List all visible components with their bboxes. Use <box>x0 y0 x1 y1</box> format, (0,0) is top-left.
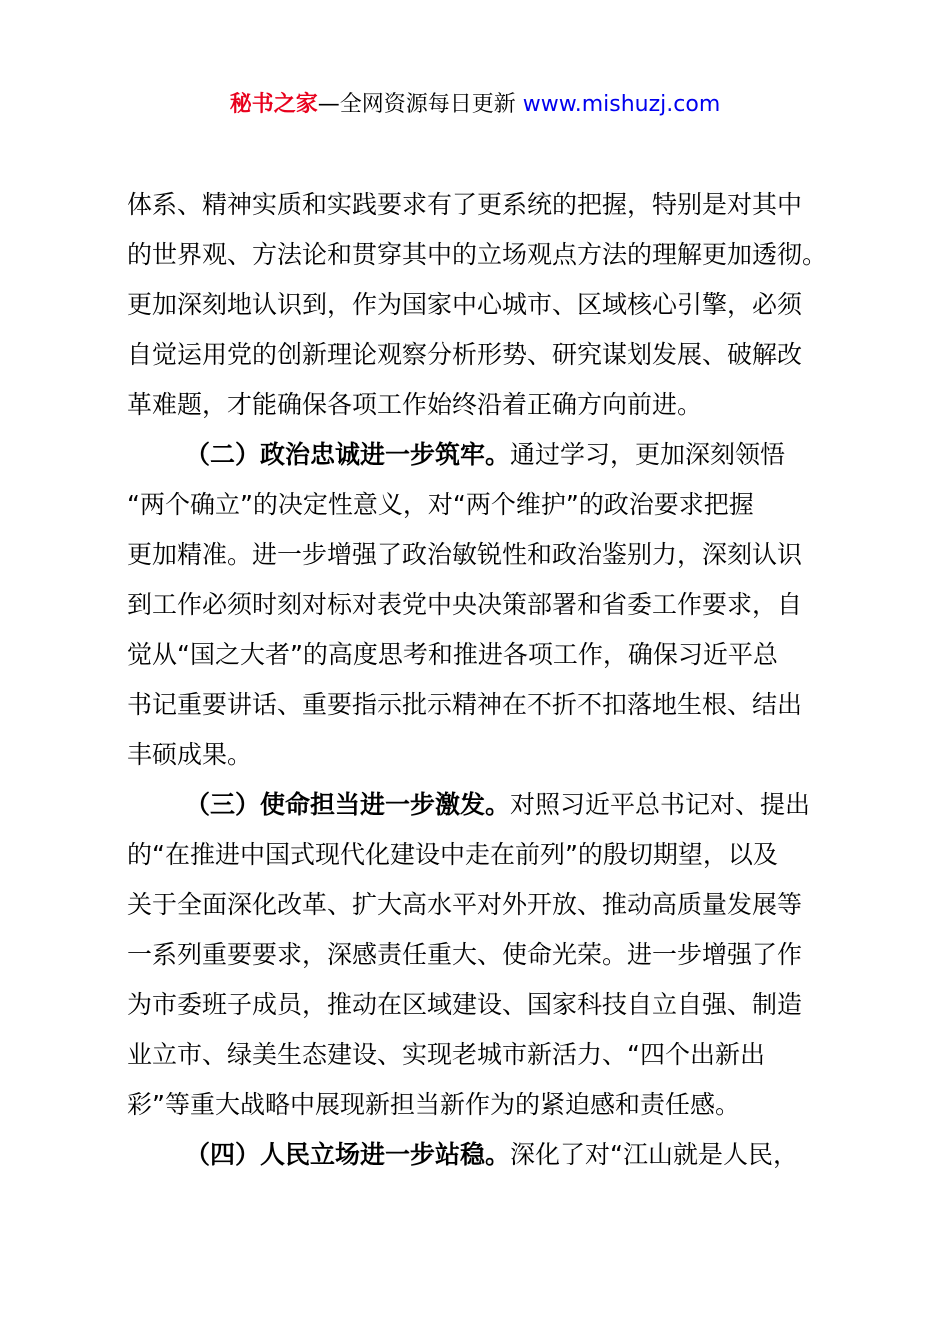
text-line: 体系、精神实质和实践要求有了更系统的把握，特别是对其中 <box>127 190 803 219</box>
section-heading: （二）政治忠诚进一步筑牢。 <box>185 440 511 469</box>
text-line <box>127 430 835 480</box>
paragraph-4 <box>127 1130 835 1180</box>
paragraph-2 <box>127 430 835 780</box>
text-line: 自觉运用党的创新理论观察分析形势、研究谋划发展、破解改 <box>127 340 803 369</box>
text-line: 丰硕成果。 <box>127 740 253 769</box>
text-line: 更加深刻地认识到，作为国家中心城市、区域核心引擎，必须 <box>127 290 803 319</box>
section-heading: （三）使命担当进一步激发。 <box>185 790 511 819</box>
text-line: 的“在推进中国式现代化建设中走在前列”的殷切期望，以及 <box>127 840 778 869</box>
text-line: 更加精准。进一步增强了政治敏锐性和政治鉴别力，深刻认识 <box>127 540 803 569</box>
text-line: 革难题，才能确保各项工作始终沿着正确方向前进。 <box>127 390 703 419</box>
text-line: 彩”等重大战略中展现新担当新作为的紧迫感和责任感。 <box>127 1090 740 1119</box>
text-line <box>127 1130 835 1180</box>
text-line: 为市委班子成员，推动在区域建设、国家科技自立自强、制造 <box>127 990 803 1019</box>
text-run: 对照习近平总书记对、提出 <box>510 790 811 819</box>
page-header <box>0 88 950 122</box>
text-run: 深化了对“江山就是人民， <box>510 1140 798 1169</box>
text-run: 通过学习，更加深刻领悟 <box>510 440 786 469</box>
website-link[interactable]: www.mishuzj.com <box>522 92 721 117</box>
section-heading: （四）人民立场进一步站稳。 <box>185 1140 511 1169</box>
header-tagline: —全网资源每日更新 <box>317 92 523 117</box>
text-line: 关于全面深化改革、扩大高水平对外开放、推动高质量发展等 <box>127 890 803 919</box>
text-line: 一系列重要要求，深感责任重大、使命光荣。进一步增强了作 <box>127 940 803 969</box>
paragraph-1 <box>127 180 835 430</box>
brand-name: 秘书之家 <box>229 92 318 117</box>
text-line: 业立市、绿美生态建设、实现老城市新活力、“四个出新出 <box>127 1040 765 1069</box>
paragraph-3 <box>127 780 835 1130</box>
text-line: 到工作必须时刻对标对表党中央决策部署和省委工作要求，自 <box>127 590 803 619</box>
text-line: 觉从“国之大者”的高度思考和推进各项工作，确保习近平总 <box>127 640 778 669</box>
text-line: 的世界观、方法论和贯穿其中的立场观点方法的理解更加透彻。 <box>127 240 828 269</box>
document-body <box>127 180 835 1180</box>
text-line: 书记重要讲话、重要指示批示精神在不折不扣落地生根、结出 <box>127 690 803 719</box>
text-line: “两个确立”的决定性意义，对“两个维护”的政治要求把握 <box>127 490 754 519</box>
text-line <box>127 780 835 830</box>
